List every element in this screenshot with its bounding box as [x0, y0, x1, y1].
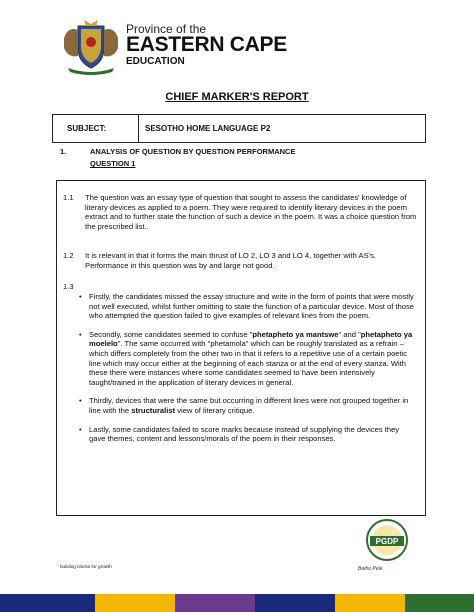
subject-value: SESOTHO HOME LANGUAGE P2 [145, 124, 271, 133]
bullet-list [79, 292, 417, 453]
term-structuralist: structuralist [131, 405, 176, 415]
bullet-text-start: Thirdly, devices that were the same but occurring in different lines were not grouped together in line with the [89, 396, 409, 415]
item-1-3-number: 1.3 [63, 282, 74, 291]
header-province-line: Province of the [126, 22, 207, 36]
pgdp-seal-logo [358, 518, 416, 566]
item-text: The question was an essay type of question that sought to assess the candidates' knowledge of literary devices as applied to a poem. They were required to identify literary devices in the poem extract and to further state the function of such a device in the poem. It was a choice question from the prescribed list.. [85, 193, 417, 231]
header-education: EDUCATION [126, 56, 185, 67]
subject-table [52, 114, 426, 143]
color-band [405, 594, 474, 612]
item-number: 1.1 [63, 193, 74, 202]
color-band [0, 594, 95, 612]
bullet-icon: • [79, 396, 82, 406]
batho-pele-tagline: Batho Pele [358, 566, 383, 572]
list-item [79, 425, 417, 444]
bullet-text: Lastly, some candidates failed to score marks because instead of supplying the devices they gave themes, content and lessons/morals of the poem in their responses. [89, 424, 400, 444]
bullet-icon: • [79, 424, 82, 434]
term-phetapheto-ya-mantswe: phetapheto ya mantswe [252, 329, 339, 339]
section-text: ANALYSIS OF QUESTION BY QUESTION PERFORMANCE [90, 147, 296, 156]
bullet-icon: • [79, 329, 82, 339]
seal-text: PGDP [375, 537, 399, 546]
color-band [175, 594, 255, 612]
footer-color-bands [0, 594, 474, 612]
bullet-text-start: Secondly, some candidates seemed to confuse " [89, 329, 253, 339]
question-heading: QUESTION 1 [90, 159, 136, 168]
color-band [255, 594, 335, 612]
term-phetapheto-ya-moelelo: phetapheto ya moelelo [89, 329, 413, 349]
color-band [95, 594, 175, 612]
section-number: 1. [60, 147, 67, 156]
list-item [79, 396, 417, 415]
bullet-icon: • [79, 292, 82, 301]
item-1-1 [63, 193, 417, 231]
bullet-text-end: ". The same occurred with "phetamola" which can be roughly translated as a refrain – which differs completely from the other two in that it refers to a repetitive use of a certain poetic line which may occur either at the beginning of each stanza or at the end of every stanza. With these there were instances where some candidates seemed to have been intensively taught/trained in the application of literary devices in general. [89, 339, 408, 387]
report-title: CHIEF MARKER'S REPORT [165, 91, 309, 103]
bullet-text-mid: " and " [338, 329, 361, 339]
bullet-text-end: view of literary critique. [175, 405, 255, 415]
header-eastern-cape: EASTERN CAPE [126, 33, 287, 56]
footer-slogan: building blocks for growth [60, 564, 112, 569]
bullet-text: Firstly, the candidates missed the essay structure and write in the form of points that were mostly not well executed, whilst further omitting to state the function of a particular device. Most of those who attempted the question failed to give examples of relevant lines from the poem. [89, 292, 415, 321]
list-item [79, 330, 417, 388]
subject-label: SUBJECT: [53, 115, 139, 142]
item-1-2 [63, 251, 417, 270]
color-band [335, 594, 405, 612]
question-analysis-box [56, 180, 426, 516]
coat-of-arms-logo [60, 18, 122, 76]
list-item [79, 292, 417, 321]
section-heading [60, 147, 295, 156]
item-number: 1.2 [63, 251, 74, 260]
item-text: It is relevant in that it forms the main thrust of LO 2, LO 3 and LO 4, together with AS's. Performance in this question was by and large not good. [85, 251, 376, 270]
